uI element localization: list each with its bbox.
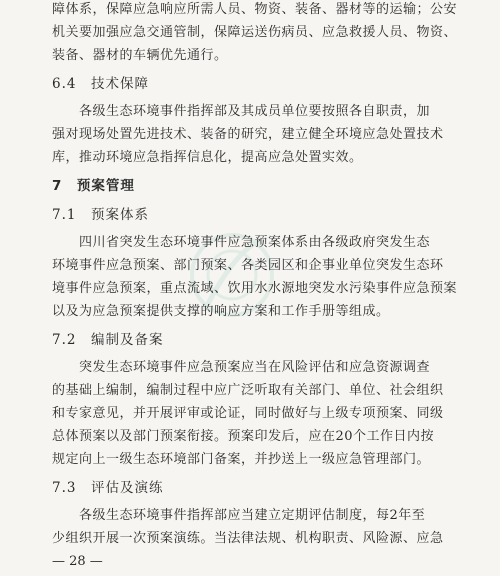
text-line: 境事件应急预案，重点流域、饮用水水源地突发水污染事件应急预案 <box>52 281 458 296</box>
section-heading-7-1: 7.1 预案体系 <box>52 207 149 223</box>
text-line: 规定向上一级生态环境部门备案，并抄送上一级应急管理部门。 <box>52 452 431 467</box>
text-line: 装备、器材的车辆优先通行。 <box>52 48 228 63</box>
text-line: 机关要加强应急交通管制，保障运送伤病员、应急救援人员、物资、 <box>52 25 458 40</box>
section-heading-7-2: 7.2 编制及备案 <box>52 332 164 348</box>
text-line: 少组织开展一次预案演练。当法律法规、机构职责、风险源、应急 <box>52 531 444 546</box>
text-line: 库，推动环境应急指挥信息化，提高应急处置实效。 <box>52 150 363 165</box>
section-heading-7-3: 7.3 评估及演练 <box>52 480 164 496</box>
section-heading-7: 7 预案管理 <box>52 178 135 194</box>
text-line: 各级生态环境事件指挥部及其成员单位要按照各自职责，加 <box>52 104 431 119</box>
page-number: — 28 — <box>52 554 103 569</box>
text-line: 障体系，保障应急响应所需人员、物资、装备、器材等的运输；公安 <box>52 2 458 17</box>
text-line: 总体预案以及部门预案衔接。预案印发后，应在20个工作日内按 <box>52 429 435 444</box>
text-line: 和专家意见，并开展评审或论证，同时做好与上级专项预案、同级 <box>52 406 444 421</box>
text-line: 以及为应急预案提供支撑的响应方案和工作手册等组成。 <box>52 304 390 319</box>
text-line: 各级生态环境事件指挥部应当建立定期评估制度，每2年至 <box>52 508 426 523</box>
text-line: 突发生态环境事件应急预案应当在风险评估和应急资源调查 <box>52 360 431 375</box>
text-line: 强对现场处置先进技术、装备的研究，建立健全环境应急处置技术 <box>52 127 444 142</box>
text-line: 的基础上编制，编制过程中应广泛听取有关部门、单位、社会组织 <box>52 383 444 398</box>
text-line: 环境事件应急预案、部门预案、各类园区和企事业单位突发生态环 <box>52 258 444 273</box>
text-line: 四川省突发生态环境事件应急预案体系由各级政府突发生态 <box>52 235 431 250</box>
section-heading-6-4: 6.4 技术保障 <box>52 76 149 92</box>
